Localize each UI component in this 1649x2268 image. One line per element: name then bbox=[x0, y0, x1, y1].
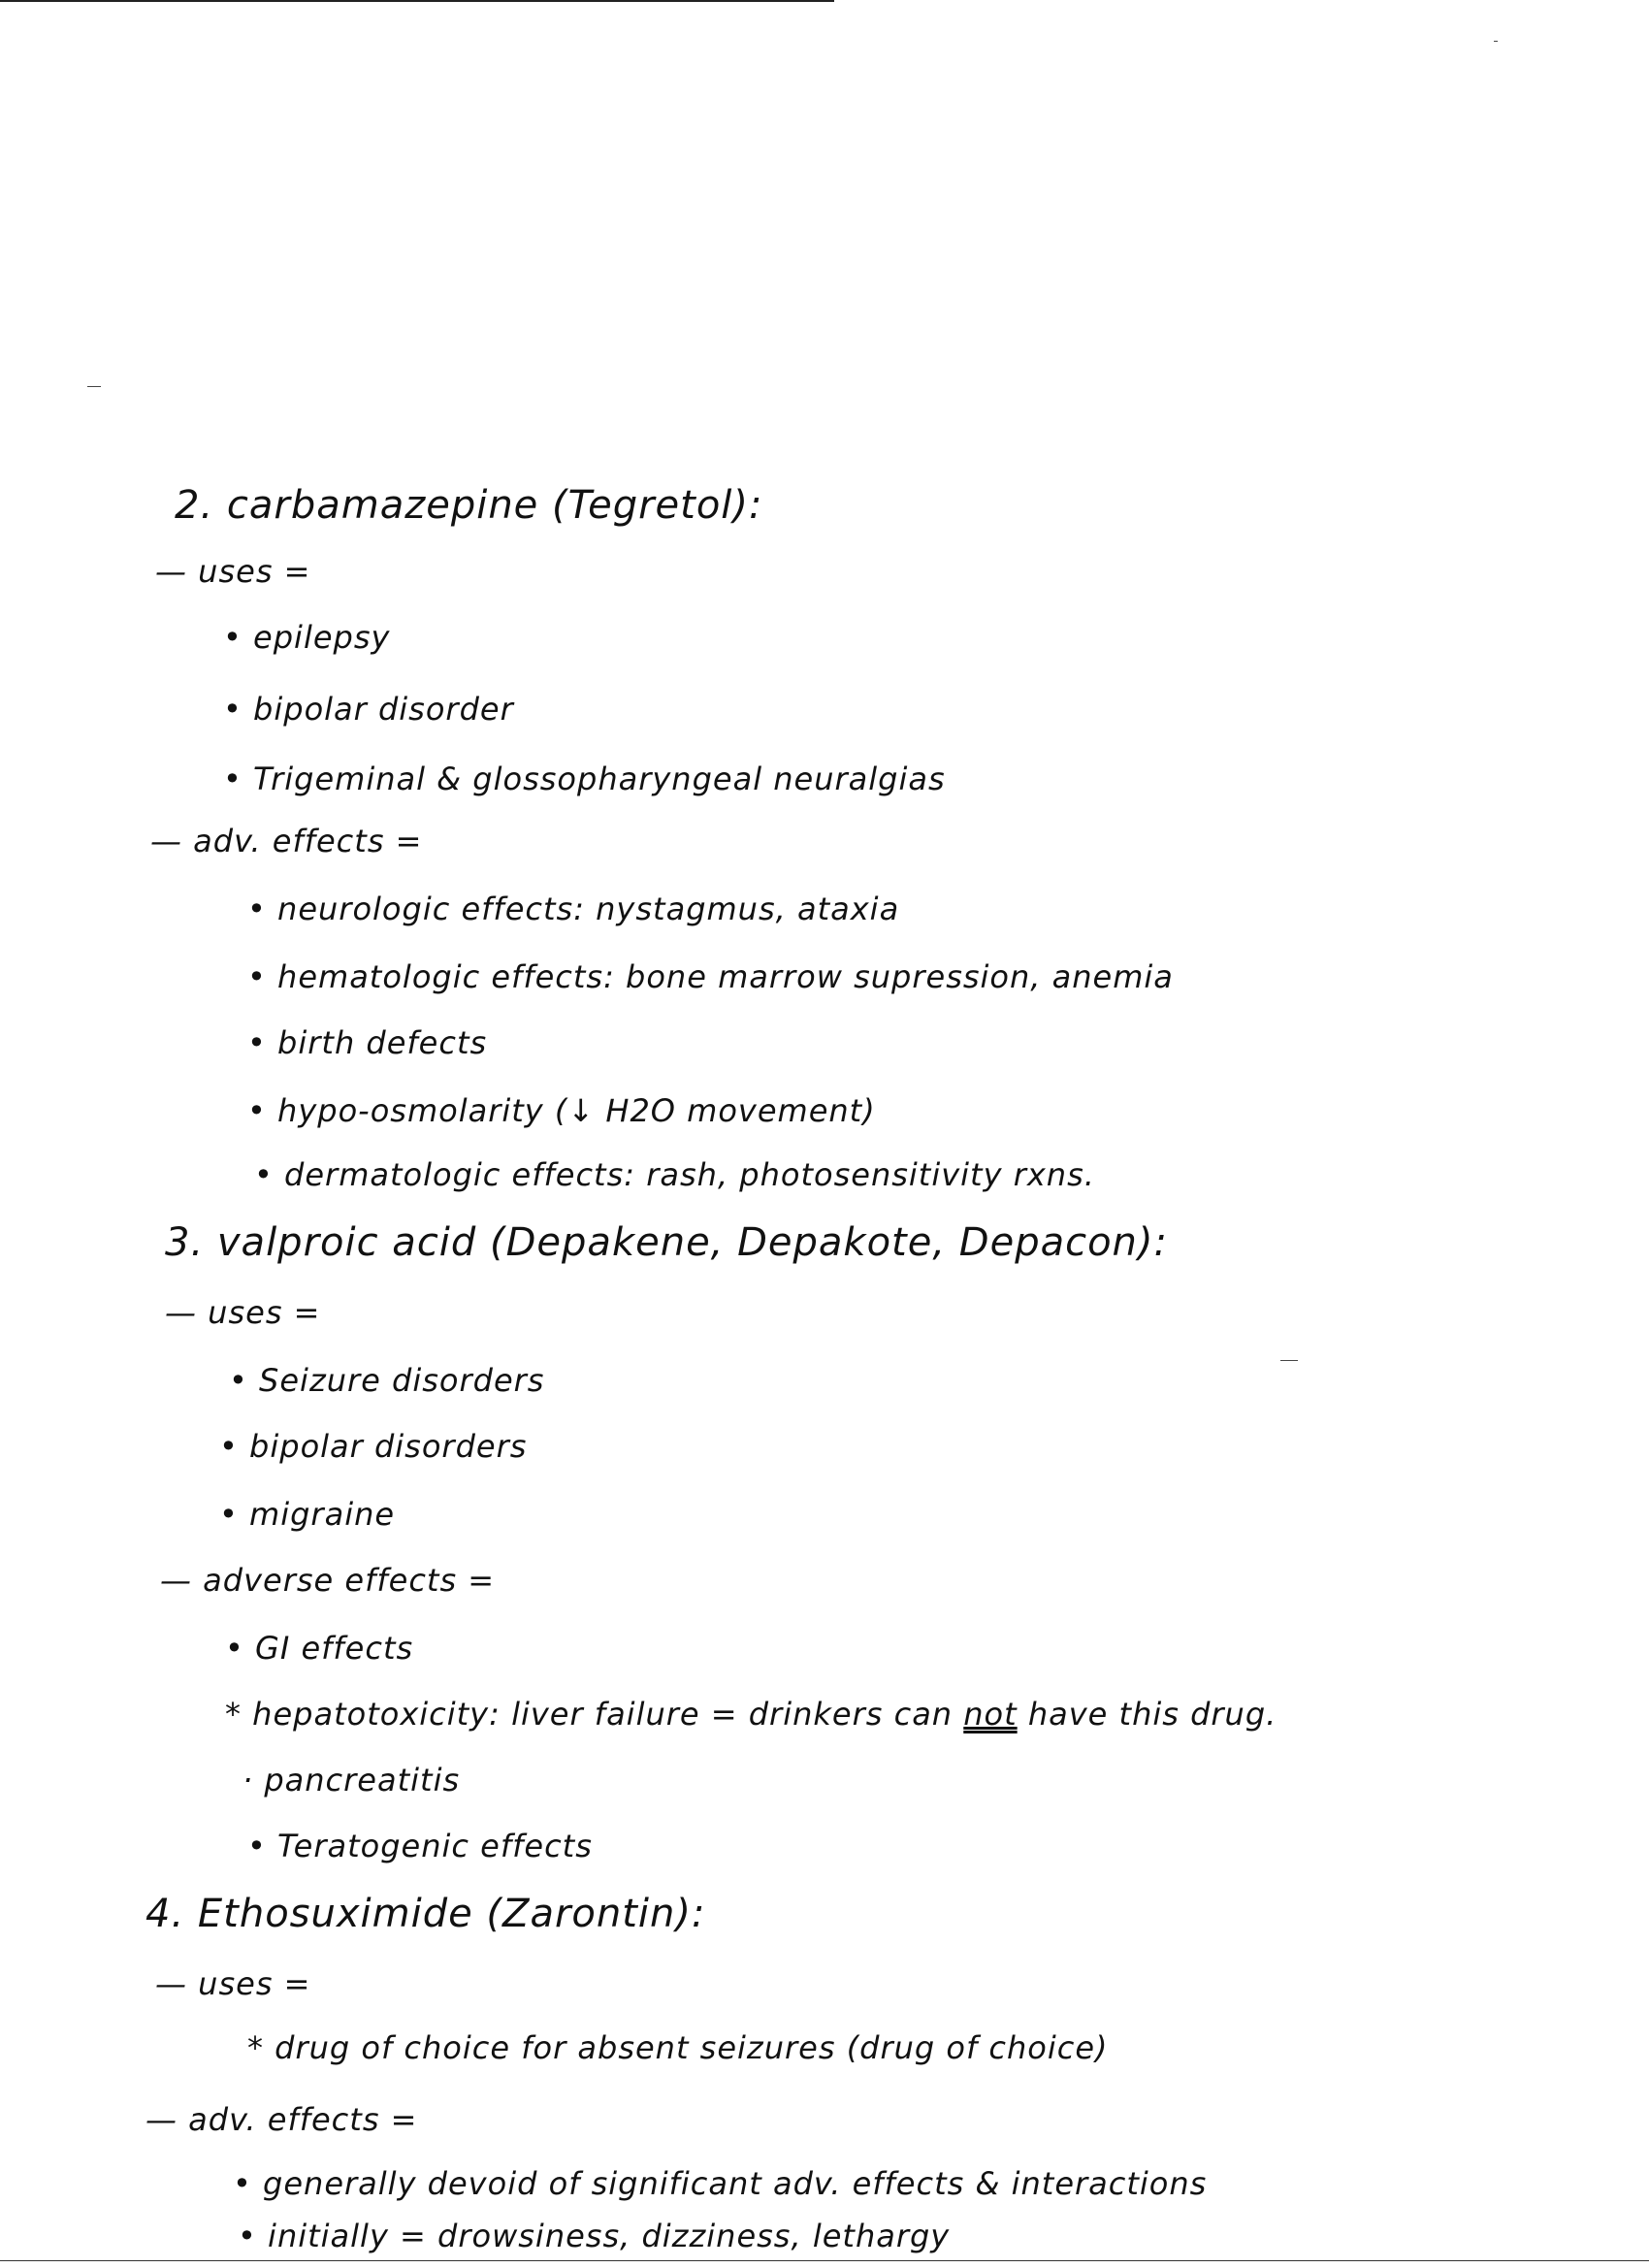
use-item: • bipolar disorders bbox=[219, 1428, 528, 1465]
effect-item: • neurologic effects: nystagmus, ataxia bbox=[247, 891, 900, 927]
effect-item-text: hepatotoxicity: liver failure = drinkers can bbox=[252, 1696, 954, 1733]
scan-speck bbox=[87, 386, 101, 387]
effect-item-hepatotoxicity bbox=[225, 1696, 1277, 1733]
use-item: • Seizure disorders bbox=[229, 1362, 545, 1399]
emphasized-text: not bbox=[963, 1696, 1018, 1733]
section-heading-ethosuximide: 4. Ethosuximide (Zarontin): bbox=[146, 1892, 706, 1936]
asterisk-icon: * bbox=[225, 1696, 253, 1733]
section-heading-carbamazepine: 2. carbamazepine (Tegretol): bbox=[175, 483, 763, 528]
effect-item: • Teratogenic effects bbox=[247, 1828, 593, 1864]
effect-item: • GI effects bbox=[225, 1630, 414, 1667]
effect-item: • hematologic effects: bone marrow supression, anemia bbox=[247, 958, 1174, 995]
scan-edge-top bbox=[0, 0, 834, 2]
uses-label: — uses = bbox=[165, 1294, 321, 1331]
use-item: * drug of choice for absent seizures (drug of choice) bbox=[247, 2029, 1109, 2066]
use-item: • migraine bbox=[219, 1496, 396, 1533]
scan-edge-bottom bbox=[0, 2260, 1649, 2261]
use-item: • Trigeminal & glossopharyngeal neuralgias bbox=[223, 761, 946, 797]
scan-speck bbox=[1280, 1360, 1298, 1361]
use-item: • bipolar disorder bbox=[223, 691, 514, 728]
effect-item: • initially = drowsiness, dizziness, lethargy bbox=[238, 2218, 951, 2254]
use-item: • epilepsy bbox=[223, 619, 391, 656]
effect-item-text: have this drug. bbox=[1027, 1696, 1277, 1733]
uses-label: — uses = bbox=[155, 553, 311, 590]
effect-item: · pancreatitis bbox=[242, 1762, 461, 1798]
effect-item: • generally devoid of significant adv. effects & interactions bbox=[233, 2165, 1208, 2202]
scan-speck bbox=[1494, 41, 1498, 42]
effects-label: — adverse effects = bbox=[160, 1562, 496, 1599]
effects-label: — adv. effects = bbox=[150, 823, 423, 859]
effects-label: — adv. effects = bbox=[146, 2101, 418, 2138]
effect-item: • hypo-osmolarity (↓ H2O movement) bbox=[247, 1092, 876, 1129]
uses-label: — uses = bbox=[155, 1965, 311, 2002]
effect-item: • dermatologic effects: rash, photosensitivity rxns. bbox=[254, 1156, 1095, 1193]
effect-item: • birth defects bbox=[247, 1024, 488, 1061]
section-heading-valproic-acid: 3. valproic acid (Depakene, Depakote, Depacon): bbox=[165, 1220, 1168, 1265]
